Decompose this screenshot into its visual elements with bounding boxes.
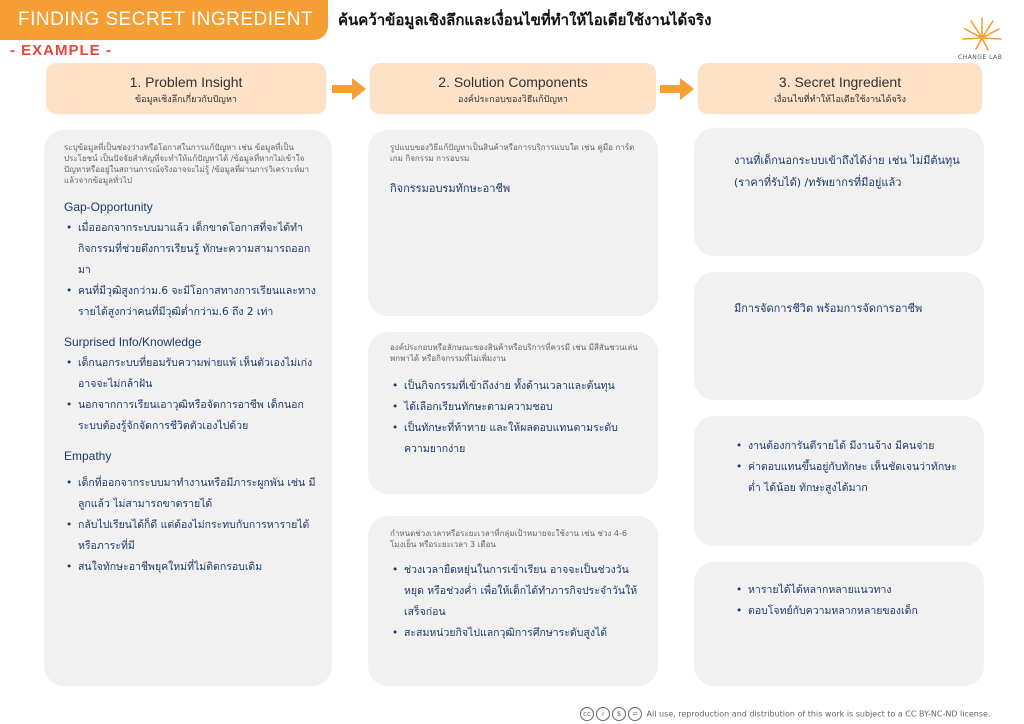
license-text: All use, reproduction and distribution of this work is subject to a CC BY-NC-ND license. [646,709,991,719]
column-title: 1. Problem Insight [129,74,243,90]
problem-insight-panel [44,130,332,686]
list-item: • สนใจทักษะอาชีพยุคใหม่ที่ไม่ติดกรอบเดิม [78,557,316,578]
problem-insight-intro: ระบุข้อมูลที่เป็นช่องว่างหรือโอกาสในการแก้ปัญหา เช่น ข้อมูลที่เป็นประโยชน์ เป็นปัจจัยสำคัญที่จะทำให้แก้ปัญหาได้ /ข้อมูลที่หากไม่เข้าใจปัญหาหรืออยู่ในสถานการณ์จริงอาจจะไม่รู้ /ข้อมูลที่ผ่านการวิเคราะห์มาแล้วจากข้อมูลทั่วไป [64,143,310,185]
list-item: • ตอบโจทย์กับความหลากหลายของเด็ก [748,601,968,622]
solution-format-text: กิจกรรมอบรมทักษะอาชีพ [390,182,511,195]
column-title: 3. Secret Ingredient [778,74,902,90]
column-subtitle: ข้อมูลเชิงลึกเกี่ยวกับปัญหา [135,95,237,105]
solution-format-panel [368,130,658,316]
by-icon: i [596,707,610,721]
secret-life-panel [694,272,984,400]
solution-format-intro: รูปแบบของวิธีแก้ปัญหาเป็นสินค้าหรือการบริการแบบใด เช่น คู่มือ การ์ดเกม กิจกรรม การอบรม [390,143,635,163]
page-title: FINDING SECRET INGREDIENT [0,0,328,40]
list-item: • เด็กนอกระบบที่ยอมรับความพ่ายแพ้ เห็นตัวเองไม่เก่งอาจจะไม่กล้าฝัน [78,353,316,395]
solution-timing-panel [368,516,658,686]
section-heading-empathy: Empathy [64,449,112,463]
solution-timing-intro: กำหนดช่วงเวลาหรือระยะเวลาที่กลุ่มเป้าหมายจะใช้งาน เช่น ช่วง 4-6 โมงเย็น หรือระยะเวลา 3 เดือน [390,529,627,549]
column-title: 2. Solution Components [438,74,588,90]
solution-features-panel [368,332,658,494]
section-heading-gap: Gap-Opportunity [64,200,153,214]
list-item: • เมื่อออกจากระบบมาแล้ว เด็กขาดโอกาสที่จะได้ทำกิจกรรมที่ช่วยดึงการเรียนรู้ ทักษะความสามารถออกมา [78,218,316,281]
column-subtitle: องค์ประกอบของวิธีแก้ปัญหา [458,95,568,105]
list-item: • กลับไปเรียนได้ก็ดี แต่ต้องไม่กระทบกับการหารายได้หรือภาระที่มี [78,515,316,557]
example-label: - EXAMPLE - [10,42,112,59]
list-item: • เด็กที่ออกจากระบบมาทำงานหรือมีภาระผูกพัน เช่น มีลูกแล้ว ไม่สามารถขาดรายได้ [78,473,316,515]
column-header-secret-ingredient [698,63,982,114]
arrow-right-icon [332,78,366,100]
nc-icon: $ [612,707,626,721]
section-heading-surprised: Surprised Info/Knowledge [64,335,202,349]
nd-icon: = [628,707,642,721]
cc-icon: cc [580,707,594,721]
secret-life-text: มีการจัดการชีวิต พร้อมการจัดการอาชีพ [734,302,923,315]
column-header-solution-components [370,63,656,114]
list-item: • เป็นกิจกรรมที่เข้าถึงง่าย ทั้งด้านเวลาและต้นทุน [404,376,640,397]
license-footer [580,707,991,721]
list-item: • หารายได้ได้หลากหลายแนวทาง [748,580,968,601]
list-item: • นอกจากการเรียนเอาวุฒิหรือจัดการอาชีพ เด็กนอกระบบต้องรู้จักจัดการชีวิตตัวเองไปด้วย [78,395,316,437]
column-subtitle: เงื่อนไขที่ทำให้ไอเดียใช้งานได้จริง [773,95,907,105]
secret-access-text: งานที่เด็กนอกระบบเข้าถึงได้ง่าย เช่น ไม่มีต้นทุน (ราคาที่รับได้) /ทรัพยากรที่มีอยู่แล้ว [734,154,960,189]
list-item: • ช่วงเวลายืดหยุ่นในการเข้าเรียน อาจจะเป็นช่วงวันหยุด หรือช่วงค่ำ เพื่อให้เด็กได้ทำภารกิจประจำวันให้เสร็จก่อน [404,560,640,623]
arrow-right-icon [660,78,694,100]
logo-text: CHANGE LAB [958,54,1003,61]
list-item: • ค่าตอบแทนขึ้นอยู่กับทักษะ เห็นชัดเจนว่าทักษะต่ำ ได้น้อย ทักษะสูงได้มาก [748,457,968,499]
secret-access-panel [694,128,984,256]
column-header-problem-insight [46,63,326,114]
list-item: • ได้เลือกเรียนทักษะตามความชอบ [404,397,640,418]
secret-income-panel [694,416,984,546]
page-subtitle: ค้นคว้าข้อมูลเชิงลึกและเงื่อนไขที่ทำให้ไอเดียใช้งานได้จริง [338,11,712,29]
solution-features-intro: องค์ประกอบหรือลักษณะของสินค้าหรือบริการที่ควรมี เช่น มีสีสันชวนเล่น พกพาได้ หรือกิจกรรมที่ไม่เพิ่มงาน [390,343,638,363]
list-item: • เป็นทักษะที่ท้าทาย และให้ผลตอบแทนตามระดับความยากง่าย [404,418,640,460]
list-item: • คนที่มีวุฒิสูงกว่าม.6 จะมีโอกาสทางการเรียนและทางรายได้สูงกว่าคนที่มีวุฒิต่ำกว่าม.6 ถึง 2 เท่า [78,281,316,323]
secret-variety-panel [694,562,984,686]
list-item: • สะสมหน่วยกิจไปแลกวุฒิการศึกษาระดับสูงได้ [404,623,640,644]
list-item: • งานต้องการันตีรายได้ มีงานจ้าง มีคนจ่าย [748,436,968,457]
